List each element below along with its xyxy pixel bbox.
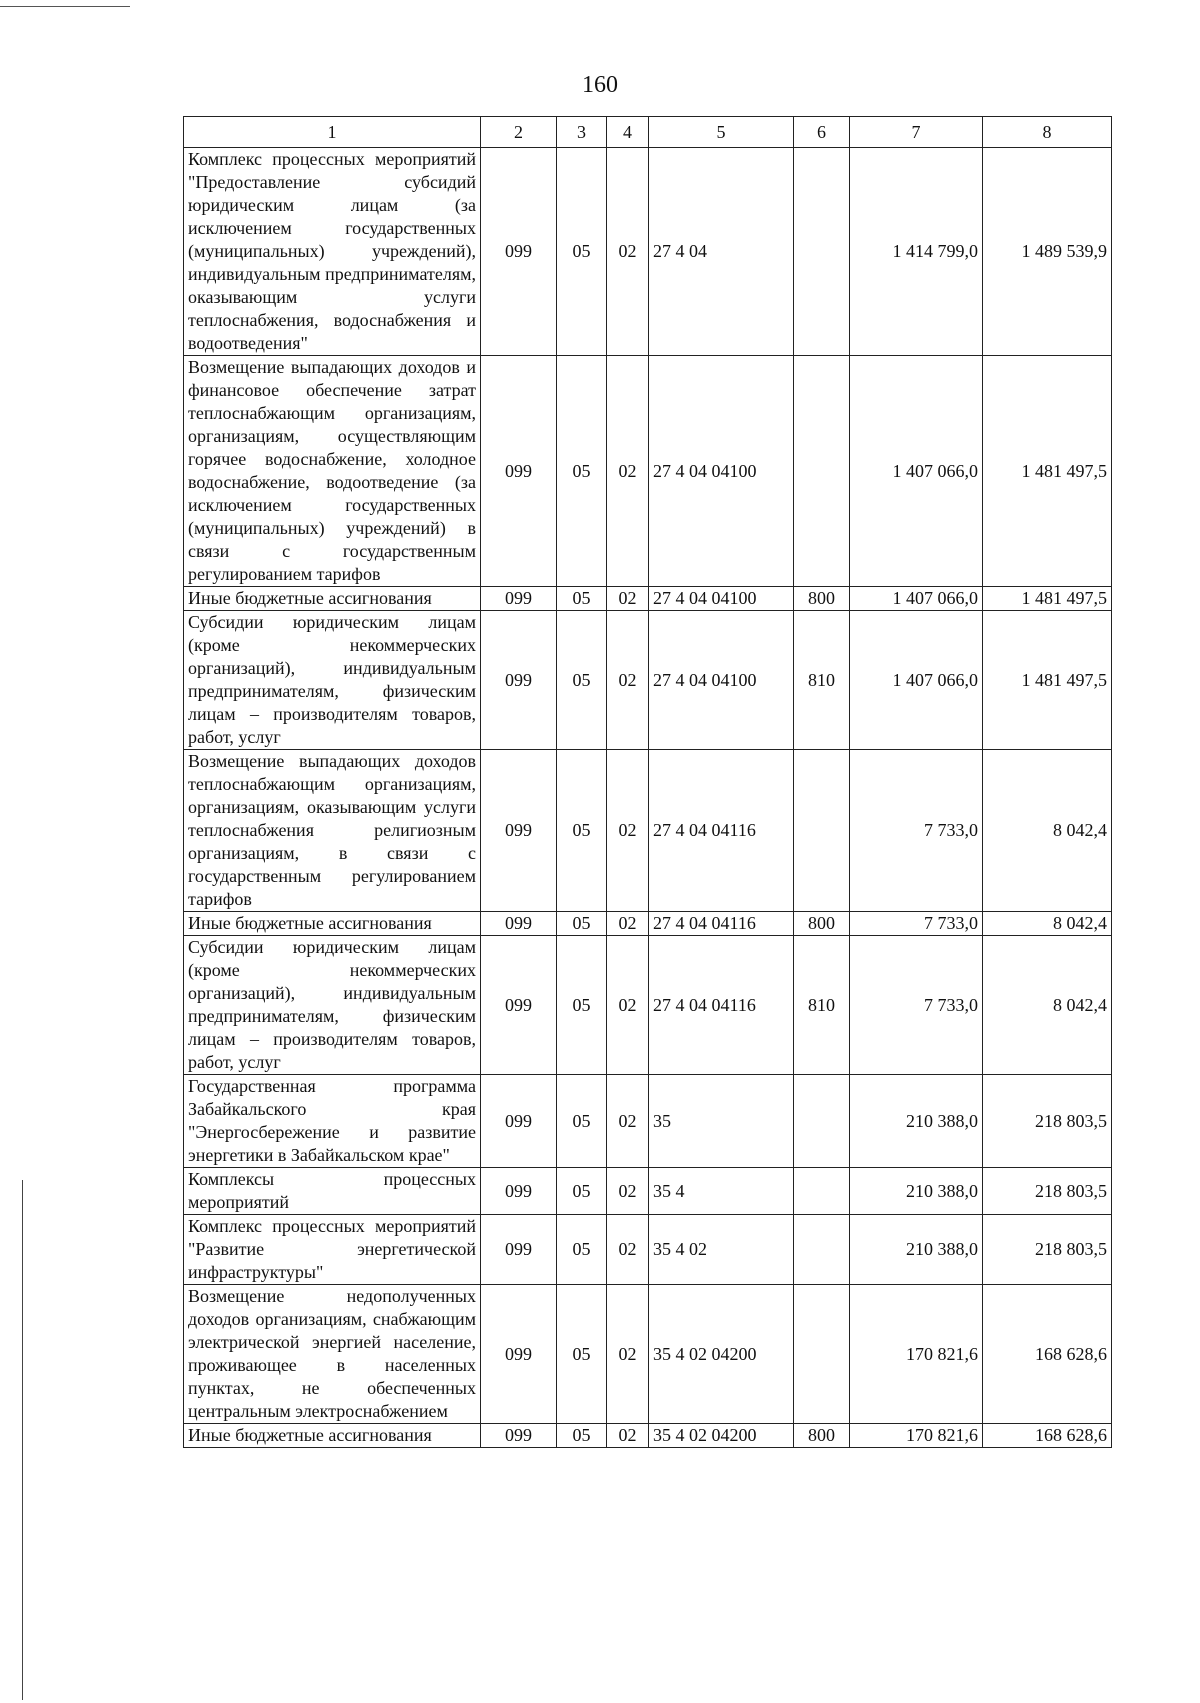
amount-year-1: 170 821,6 [850, 1424, 983, 1448]
budget-table [183, 116, 1112, 1448]
amount-year-1: 7 733,0 [850, 936, 983, 1075]
subsection-code: 02 [607, 148, 649, 356]
table-row [184, 750, 1112, 912]
section-code: 05 [557, 587, 607, 611]
table-row [184, 1168, 1112, 1215]
section-code: 05 [557, 356, 607, 587]
table-row [184, 148, 1112, 356]
row-description: Государственная программа Забайкальского края "Энергосбережение и развитие энергетики в Забайкальском крае" [184, 1075, 481, 1168]
amount-year-2: 8 042,4 [983, 912, 1112, 936]
amount-year-2: 8 042,4 [983, 936, 1112, 1075]
row-description: Возмещение выпадающих доходов и финансовое обеспечение затрат теплоснабжающим организациям, организациям, осуществляющим горячее водоснабжение, холодное водоснабжение, водоотведение (за исключением государственных (муниципальных) учреждений) в связи с государственным регулированием тарифов [184, 356, 481, 587]
amount-year-2: 1 481 497,5 [983, 356, 1112, 587]
expense-type-code [794, 148, 850, 356]
target-article-code: 27 4 04 [649, 148, 794, 356]
section-code: 05 [557, 1285, 607, 1424]
table-row [184, 1285, 1112, 1424]
amount-year-2: 8 042,4 [983, 750, 1112, 912]
expense-type-code [794, 750, 850, 912]
column-header: 7 [850, 117, 983, 148]
target-article-code: 27 4 04 04116 [649, 750, 794, 912]
amount-year-1: 1 414 799,0 [850, 148, 983, 356]
amount-year-2: 168 628,6 [983, 1285, 1112, 1424]
column-header: 1 [184, 117, 481, 148]
amount-year-1: 1 407 066,0 [850, 587, 983, 611]
amount-year-2: 1 481 497,5 [983, 587, 1112, 611]
ministry-code: 099 [481, 1215, 557, 1285]
ministry-code: 099 [481, 750, 557, 912]
amount-year-2: 1 481 497,5 [983, 611, 1112, 750]
expense-type-code: 810 [794, 611, 850, 750]
ministry-code: 099 [481, 611, 557, 750]
expense-type-code: 800 [794, 1424, 850, 1448]
amount-year-2: 168 628,6 [983, 1424, 1112, 1448]
expense-type-code [794, 1285, 850, 1424]
subsection-code: 02 [607, 1424, 649, 1448]
section-code: 05 [557, 1424, 607, 1448]
expense-type-code: 810 [794, 936, 850, 1075]
column-header: 4 [607, 117, 649, 148]
target-article-code: 35 4 02 [649, 1215, 794, 1285]
table-row [184, 1424, 1112, 1448]
column-header: 6 [794, 117, 850, 148]
expense-type-code [794, 1215, 850, 1285]
ministry-code: 099 [481, 1285, 557, 1424]
expense-type-code: 800 [794, 587, 850, 611]
ministry-code: 099 [481, 1168, 557, 1215]
row-description: Субсидии юридическим лицам (кроме некоммерческих организаций), индивидуальным предпринимателям, физическим лицам – производителям товаров, работ, услуг [184, 936, 481, 1075]
column-header: 5 [649, 117, 794, 148]
row-description: Иные бюджетные ассигнования [184, 1424, 481, 1448]
target-article-code: 27 4 04 04116 [649, 936, 794, 1075]
table-row [184, 912, 1112, 936]
table-row [184, 611, 1112, 750]
table-row [184, 587, 1112, 611]
ministry-code: 099 [481, 1424, 557, 1448]
ministry-code: 099 [481, 936, 557, 1075]
section-code: 05 [557, 148, 607, 356]
amount-year-2: 218 803,5 [983, 1075, 1112, 1168]
subsection-code: 02 [607, 587, 649, 611]
table-row [184, 936, 1112, 1075]
subsection-code: 02 [607, 1168, 649, 1215]
target-article-code: 27 4 04 04100 [649, 611, 794, 750]
ministry-code: 099 [481, 356, 557, 587]
expense-type-code [794, 1075, 850, 1168]
table-row [184, 356, 1112, 587]
amount-year-2: 218 803,5 [983, 1215, 1112, 1285]
column-header: 8 [983, 117, 1112, 148]
subsection-code: 02 [607, 936, 649, 1075]
subsection-code: 02 [607, 356, 649, 587]
subsection-code: 02 [607, 611, 649, 750]
expense-type-code: 800 [794, 912, 850, 936]
page-number: 160 [582, 72, 618, 98]
subsection-code: 02 [607, 912, 649, 936]
column-header: 2 [481, 117, 557, 148]
section-code: 05 [557, 750, 607, 912]
target-article-code: 35 4 02 04200 [649, 1424, 794, 1448]
subsection-code: 02 [607, 1075, 649, 1168]
subsection-code: 02 [607, 750, 649, 912]
ministry-code: 099 [481, 587, 557, 611]
amount-year-1: 7 733,0 [850, 912, 983, 936]
section-code: 05 [557, 1075, 607, 1168]
amount-year-1: 210 388,0 [850, 1168, 983, 1215]
ministry-code: 099 [481, 148, 557, 356]
amount-year-1: 210 388,0 [850, 1075, 983, 1168]
row-description: Комплекс процессных мероприятий "Развитие энергетической инфраструктуры" [184, 1215, 481, 1285]
expense-type-code [794, 1168, 850, 1215]
amount-year-2: 1 489 539,9 [983, 148, 1112, 356]
section-code: 05 [557, 611, 607, 750]
row-description: Иные бюджетные ассигнования [184, 587, 481, 611]
target-article-code: 35 4 [649, 1168, 794, 1215]
amount-year-1: 1 407 066,0 [850, 356, 983, 587]
target-article-code: 27 4 04 04116 [649, 912, 794, 936]
section-code: 05 [557, 1168, 607, 1215]
section-code: 05 [557, 1215, 607, 1285]
target-article-code: 27 4 04 04100 [649, 587, 794, 611]
table-header-row [184, 117, 1112, 148]
table-row [184, 1215, 1112, 1285]
subsection-code: 02 [607, 1215, 649, 1285]
scan-edge-line [0, 6, 130, 7]
amount-year-1: 210 388,0 [850, 1215, 983, 1285]
ministry-code: 099 [481, 912, 557, 936]
table-row [184, 1075, 1112, 1168]
row-description: Субсидии юридическим лицам (кроме некоммерческих организаций), индивидуальным предпринимателям, физическим лицам – производителям товаров, работ, услуг [184, 611, 481, 750]
row-description: Иные бюджетные ассигнования [184, 912, 481, 936]
scan-margin-line [22, 1180, 23, 1700]
target-article-code: 27 4 04 04100 [649, 356, 794, 587]
amount-year-1: 1 407 066,0 [850, 611, 983, 750]
amount-year-1: 7 733,0 [850, 750, 983, 912]
row-description: Комплексы процессных мероприятий [184, 1168, 481, 1215]
row-description: Возмещение недополученных доходов организациям, снабжающим электрической энергией население, проживающее в населенных пунктах, не обеспеченных центральным электроснабжением [184, 1285, 481, 1424]
target-article-code: 35 4 02 04200 [649, 1285, 794, 1424]
expense-type-code [794, 356, 850, 587]
section-code: 05 [557, 912, 607, 936]
column-header: 3 [557, 117, 607, 148]
section-code: 05 [557, 936, 607, 1075]
row-description: Комплекс процессных мероприятий "Предоставление субсидий юридическим лицам (за исключением государственных (муниципальных) учреждений), индивидуальным предпринимателям, оказывающим услуги теплоснабжения, водоснабжения и водоотведения" [184, 148, 481, 356]
row-description: Возмещение выпадающих доходов теплоснабжающим организациям, организациям, оказывающим услуги теплоснабжения религиозным организациям, в связи с государственным регулированием тарифов [184, 750, 481, 912]
amount-year-1: 170 821,6 [850, 1285, 983, 1424]
amount-year-2: 218 803,5 [983, 1168, 1112, 1215]
ministry-code: 099 [481, 1075, 557, 1168]
target-article-code: 35 [649, 1075, 794, 1168]
subsection-code: 02 [607, 1285, 649, 1424]
